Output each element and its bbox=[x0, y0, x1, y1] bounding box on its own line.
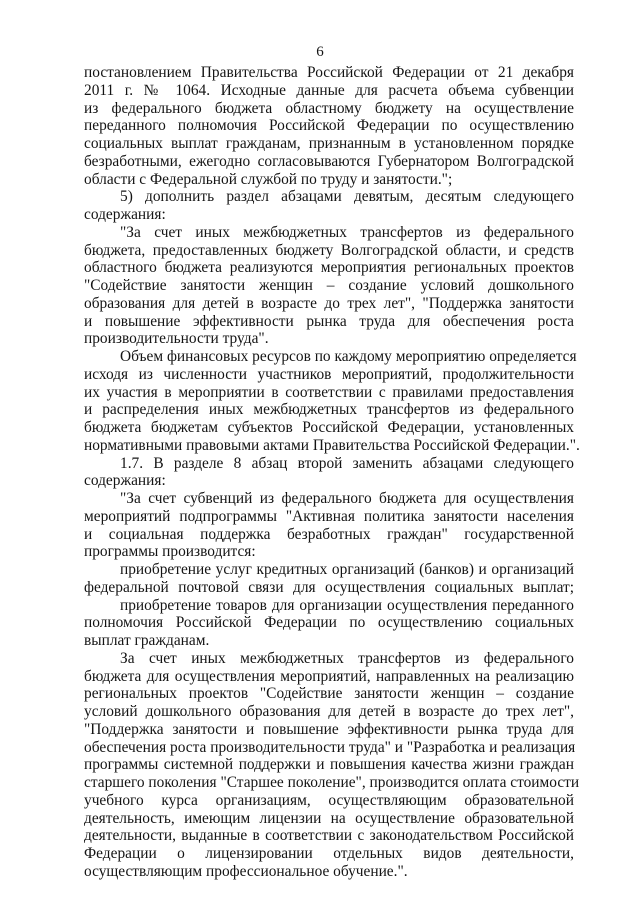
page-number: 6 bbox=[316, 44, 324, 60]
text-line: бюджета для осуществления мероприятий, направленных на реализацию bbox=[84, 667, 574, 685]
text-line: содержания: bbox=[84, 206, 166, 223]
text-line: бюджета, предоставленных бюджету Волгоградской области, и средств bbox=[84, 241, 574, 259]
text-line: образования для детей в возрасте до трех лет", "Поддержка занятости bbox=[84, 294, 574, 312]
text-line: социальных выплат гражданам, признанным в установленном порядке bbox=[84, 135, 574, 152]
text-line: 2011 г. № 1064. Исходные данные для расчета объема субвенции bbox=[84, 81, 574, 99]
text-line: условий дошкольного образования для детей в возрасте до трех лет", bbox=[84, 703, 574, 720]
text-line: "Поддержка занятости и повышение эффективности рынка труда для bbox=[84, 720, 574, 738]
text-line: региональных проектов "Содействие занятости женщин – создание bbox=[84, 685, 574, 703]
text-line: "За счет субвенций из федерального бюджета для осуществления bbox=[120, 490, 574, 507]
text-line: нормативными правовыми актами Правительства Российской Федерации.". bbox=[84, 436, 580, 454]
text-line: переданного полномочия Российской Федерации по осуществлению bbox=[84, 117, 574, 135]
text-line: осуществляющим профессиональное обучение.". bbox=[84, 862, 408, 880]
text-line: и повышение эффективности рынка труда для обеспечения роста bbox=[84, 312, 574, 330]
text-line: выплат гражданам. bbox=[84, 632, 210, 649]
text-line: деятельности, выданные в соответствии с законодательством Российской bbox=[84, 827, 574, 845]
text-line: обеспечения роста производительности труда" и "Разработка и реализация bbox=[84, 738, 576, 756]
text-line: Федерации о лицензировании отдельных видов деятельности, bbox=[84, 845, 574, 862]
text-line: программы системной поддержки и повышения качества жизни граждан bbox=[84, 756, 574, 774]
text-line: и социальная поддержка безработных граждан" государственной bbox=[84, 525, 574, 543]
text-line: приобретение услуг кредитных организаций (банков) и организаций bbox=[120, 561, 574, 578]
text-line: деятельность, имеющим лицензии на осуществление образовательной bbox=[84, 809, 574, 827]
text-line: приобретение товаров для организации осуществления переданного bbox=[120, 596, 574, 614]
text-line: учебного курса организациям, осуществляющим образовательной bbox=[84, 791, 574, 809]
text-line: безработными, ежегодно согласовываются Губернатором Волгоградской bbox=[84, 152, 574, 170]
text-line: мероприятий подпрограммы "Активная политика занятости населения bbox=[84, 507, 574, 525]
text-line: федеральной почтовой связи для осуществления социальных выплат; bbox=[84, 578, 574, 596]
text-line: содержания: bbox=[84, 472, 166, 490]
text-line: бюджета бюджетам субъектов Российской Федерации, установленных bbox=[84, 419, 574, 436]
text-line: За счет иных межбюджетных трансфертов из федерального bbox=[120, 649, 574, 667]
text-line: 1.7. В разделе 8 абзац второй заменить абзацами следующего bbox=[120, 454, 574, 472]
text-line: "За счет иных межбюджетных трансфертов из федерального bbox=[120, 223, 574, 241]
text-line: "Содействие занятости женщин – создание условий дошкольного bbox=[84, 277, 574, 294]
text-line: и распределения иных межбюджетных трансфертов из федерального bbox=[84, 401, 574, 419]
text-line: старшего поколения "Старшее поколение", производится оплата стоимости bbox=[84, 774, 580, 791]
text-line: их участия в мероприятии в соответствии с правилами предоставления bbox=[84, 383, 574, 401]
text-line: исходя из численности участников мероприятий, продолжительности bbox=[84, 365, 574, 383]
text-line: из федерального бюджета областному бюджету на осуществление bbox=[84, 99, 574, 117]
text-line: 5) дополнить раздел абзацами девятым, десятым следующего bbox=[120, 188, 574, 206]
text-line: областного бюджета реализуются мероприятия региональных проектов bbox=[84, 259, 574, 277]
text-line: программы производится: bbox=[84, 543, 256, 561]
text-line: Объем финансовых ресурсов по каждому мероприятию определяется bbox=[120, 348, 577, 365]
text-line: постановлением Правительства Российской Федерации от 21 декабря bbox=[84, 64, 574, 81]
text-line: производительности труда". bbox=[84, 330, 269, 348]
text-line: полномочия Российской Федерации по осуществлению социальных bbox=[84, 614, 574, 632]
document-body bbox=[84, 64, 580, 881]
text-line: области с Федеральной службой по труду и занятости."; bbox=[84, 170, 453, 188]
